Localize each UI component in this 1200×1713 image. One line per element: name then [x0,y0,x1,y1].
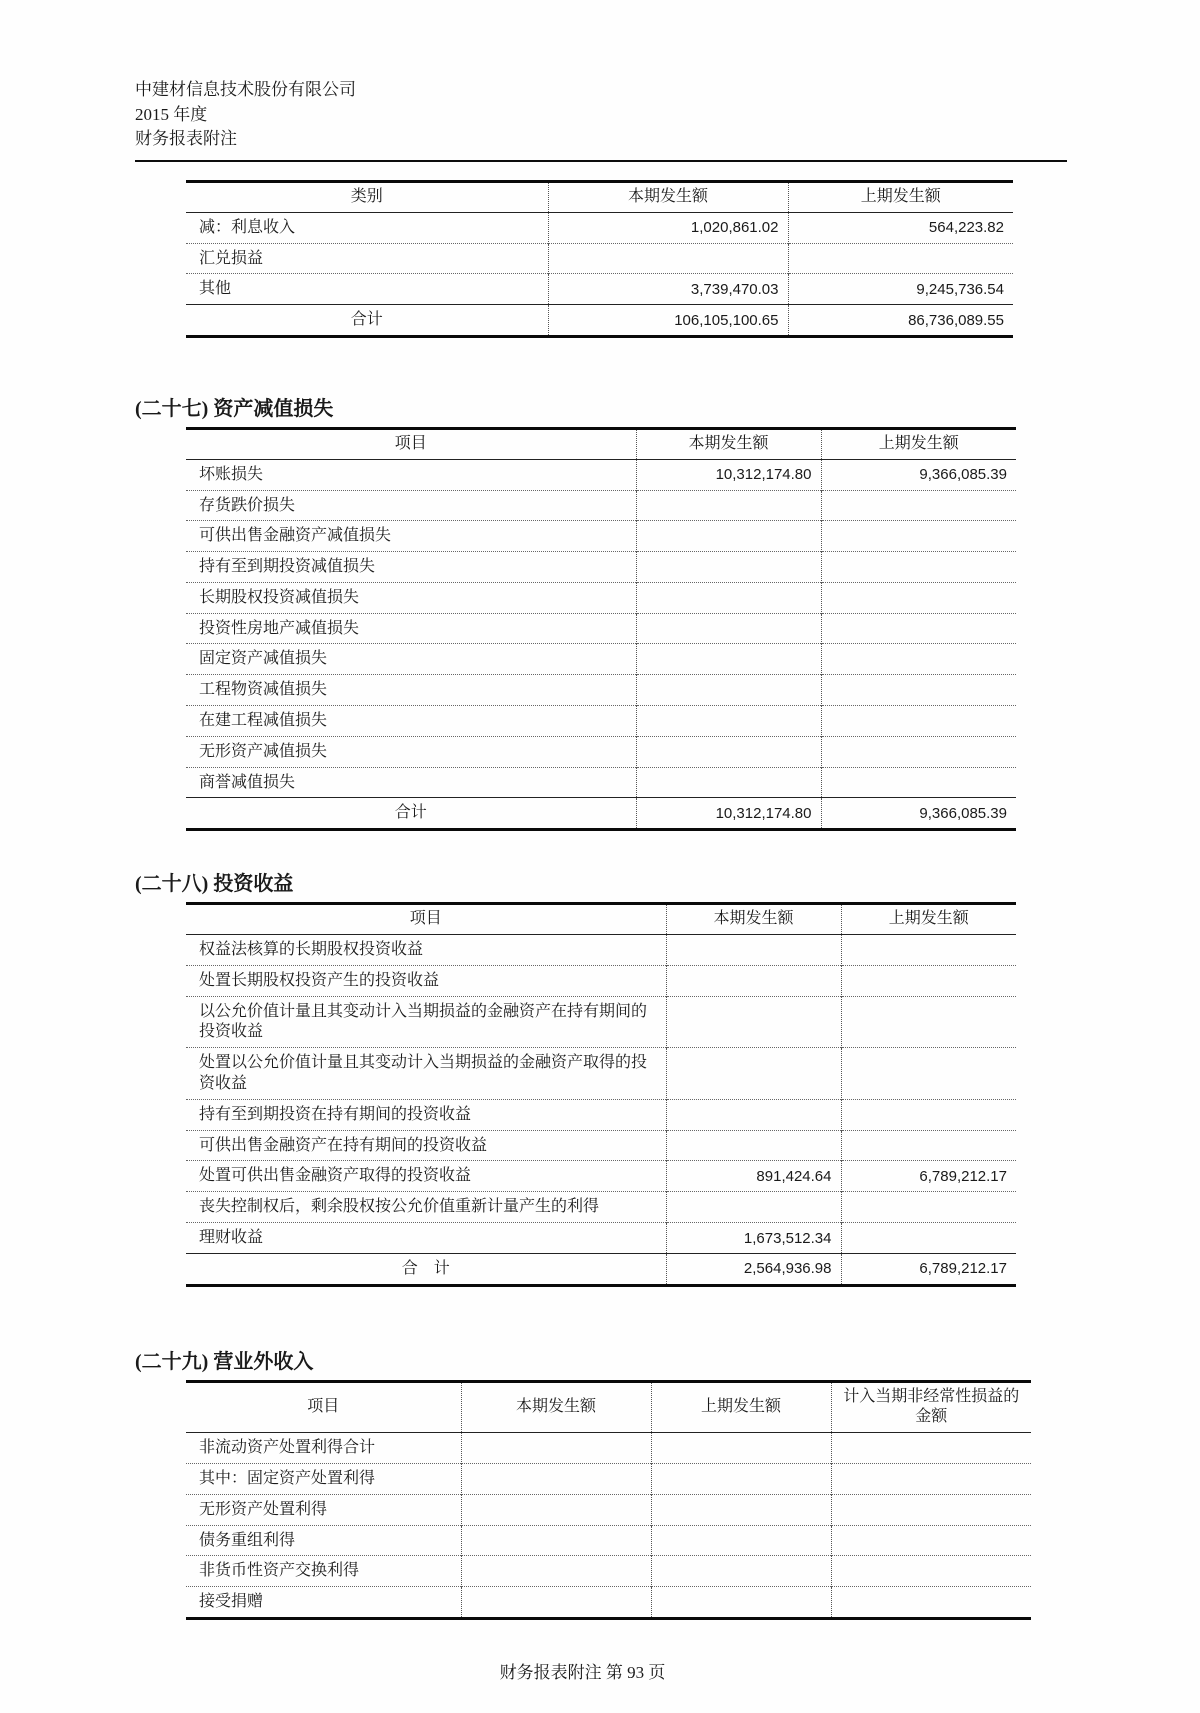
row-label: 可供出售金融资产在持有期间的投资收益 [186,1130,666,1161]
table-asset-impairment [186,427,1016,831]
table-header-row [186,181,1013,212]
cell-value: 106,105,100.65 [548,305,788,337]
table-row [186,274,1013,305]
row-label: 持有至到期投资在持有期间的投资收益 [186,1099,666,1130]
cell-value [666,935,841,966]
table-row [186,706,1016,737]
cell-value [841,1048,1016,1100]
cell-value [666,1048,841,1100]
table-expense-categories [186,180,1013,338]
table-row [186,1099,1016,1130]
cell-value [636,613,821,644]
row-label: 汇兑损益 [186,243,548,274]
cell-value [651,1587,831,1619]
cell-value [821,613,1016,644]
table-row [186,965,1016,996]
section-title: (二十七) 资产减值损失 [135,397,334,420]
row-label: 处置以公允价值计量且其变动计入当期损益的金融资产取得的投资收益 [186,1048,666,1100]
column-header: 本期发生额 [636,428,821,459]
row-label: 债务重组利得 [186,1525,461,1556]
cell-value [461,1556,651,1587]
cell-value [636,706,821,737]
document-header [135,78,1200,152]
cell-value [461,1494,651,1525]
row-label: 无形资产减值损失 [186,736,636,767]
row-label: 存货跌价损失 [186,490,636,521]
cell-value [821,490,1016,521]
cell-value [821,552,1016,583]
cell-value [636,644,821,675]
cell-value [636,490,821,521]
total-row [186,305,1013,337]
column-header: 上期发生额 [651,1381,831,1433]
table-row [186,613,1016,644]
row-label: 以公允价值计量且其变动计入当期损益的金融资产在持有期间的投资收益 [186,996,666,1048]
column-header: 上期发生额 [821,428,1016,459]
row-label: 合计 [186,305,548,337]
cell-value [636,552,821,583]
row-label: 非货币性资产交换利得 [186,1556,461,1587]
column-header: 上期发生额 [841,904,1016,935]
table-row [186,459,1016,490]
report-year: 2015 年度 [135,104,208,124]
table-row [186,736,1016,767]
table-row [186,552,1016,583]
table-header-row [186,904,1016,935]
cell-value: 564,223.82 [788,212,1013,243]
row-label: 非流动资产处置利得合计 [199,1439,376,1457]
cell-value [831,1556,1031,1587]
row-label: 固定资产减值损失 [186,644,636,675]
cell-value [831,1464,1031,1495]
row-label: 其中：固定资产处置利得 [186,1464,461,1495]
row-label: 长期股权投资减值损失 [186,582,636,613]
section-title: (二十八) 投资收益 [135,873,294,896]
cell-value [461,1525,651,1556]
cell-value [841,965,1016,996]
row-label: 商誉减值损失 [186,767,636,798]
cell-value: 10,312,174.80 [636,459,821,490]
table-row [186,1494,1031,1525]
row-label: 可供出售金融资产减值损失 [186,521,636,552]
cell-value [841,1130,1016,1161]
row-label: 在建工程减值损失 [186,706,636,737]
cell-value [821,582,1016,613]
cell-value: 6,789,212.17 [841,1253,1016,1285]
cell-value: 2,564,936.98 [666,1253,841,1285]
column-header: 项目 [186,1381,461,1433]
table-row [186,935,1016,966]
cell-value [636,675,821,706]
cell-value: 86,736,089.55 [788,305,1013,337]
cell-value [636,736,821,767]
cell-value [821,706,1016,737]
cell-value [788,243,1013,274]
table-row [186,996,1016,1048]
table-header-row [186,428,1016,459]
row-label: 投资性房地产减值损失 [186,613,636,644]
table-row [186,582,1016,613]
section-expense-continued [135,180,1200,338]
table-row [186,212,1013,243]
cell-value [636,521,821,552]
total-row [186,1253,1016,1285]
total-row [186,798,1016,830]
section-investment-income [135,867,1200,1286]
cell-value [651,1525,831,1556]
row-label: 持有至到期投资减值损失 [186,552,636,583]
section-asset-impairment [135,392,1200,831]
section-non-operating-income [135,1345,1200,1620]
row-label: 合计 [186,798,636,830]
cell-value [821,767,1016,798]
row-label: 工程物资减值损失 [186,675,636,706]
cell-value [666,965,841,996]
row-label: 权益法核算的长期股权投资收益 [199,941,424,959]
table-row [186,1525,1031,1556]
column-header: 本期发生额 [666,904,841,935]
table-row [186,490,1016,521]
cell-value [651,1464,831,1495]
row-label: 接受捐赠 [186,1587,461,1619]
cell-value [651,1433,831,1464]
table-row [186,675,1016,706]
row-label: 处置长期股权投资产生的投资收益 [186,965,666,996]
column-header: 类别 [186,181,548,212]
row-label: 其他 [186,274,548,305]
cell-value [831,1494,1031,1525]
cell-value: 10,312,174.80 [636,798,821,830]
row-label: 无形资产处置利得 [186,1494,461,1525]
cell-value [666,1130,841,1161]
cell-value [636,767,821,798]
cell-value [651,1556,831,1587]
table-row [186,1048,1016,1100]
table-header-row [186,1381,1031,1433]
cell-value: 6,789,212.17 [841,1161,1016,1192]
cell-value [841,1192,1016,1223]
cell-value [461,1587,651,1619]
cell-value [461,1433,651,1464]
page-footer: 财务报表附注 第 93 页 [499,1663,666,1682]
table-non-operating-income [186,1380,1031,1620]
row-label: 坏账损失 [199,465,264,483]
table-row [186,1192,1016,1223]
cell-value [666,996,841,1048]
column-header: 本期发生额 [548,181,788,212]
cell-value [651,1494,831,1525]
column-header: 项目 [186,428,636,459]
cell-value [821,521,1016,552]
cell-value: 9,366,085.39 [821,798,1016,830]
section-title: (二十九) 营业外收入 [135,1350,314,1373]
table-row [186,1587,1031,1619]
table-row [186,1130,1016,1161]
row-label: 合 计 [186,1253,666,1285]
row-label: 理财收益 [186,1223,666,1254]
table-investment-income [186,902,1016,1286]
cell-value [841,1099,1016,1130]
cell-value [841,935,1016,966]
cell-value [636,582,821,613]
column-header: 计入当期非经常性损益的金额 [831,1381,1031,1433]
cell-value [666,1192,841,1223]
column-header: 本期发生额 [461,1381,651,1433]
row-label: 丧失控制权后，剩余股权按公允价值重新计量产生的利得 [186,1192,666,1223]
cell-value [666,1099,841,1130]
cell-value: 1,020,861.02 [548,212,788,243]
row-label: 减：利息收入 [199,218,296,236]
cell-value [831,1433,1031,1464]
table-row [186,767,1016,798]
row-label: 处置可供出售金融资产取得的投资收益 [186,1161,666,1192]
cell-value [821,675,1016,706]
company-name: 中建材信息技术股份有限公司 [135,80,356,99]
cell-value: 891,424.64 [666,1161,841,1192]
table-row [186,644,1016,675]
cell-value [841,996,1016,1048]
table-row [186,521,1016,552]
cell-value [841,1223,1016,1254]
report-doc-title: 财务报表附注 [135,129,237,149]
table-row [186,243,1013,274]
cell-value: 3,739,470.03 [548,274,788,305]
table-row [186,1433,1031,1464]
cell-value: 1,673,512.34 [666,1223,841,1254]
header-rule [135,160,1067,162]
cell-value [831,1587,1031,1619]
cell-value [461,1464,651,1495]
table-row [186,1464,1031,1495]
cell-value [548,243,788,274]
cell-value [831,1525,1031,1556]
cell-value [821,644,1016,675]
table-row [186,1223,1016,1254]
table-row [186,1556,1031,1587]
column-header: 上期发生额 [788,181,1013,212]
column-header: 项目 [186,904,666,935]
cell-value [821,736,1016,767]
table-row [186,1161,1016,1192]
cell-value: 9,366,085.39 [821,459,1016,490]
cell-value: 9,245,736.54 [788,274,1013,305]
